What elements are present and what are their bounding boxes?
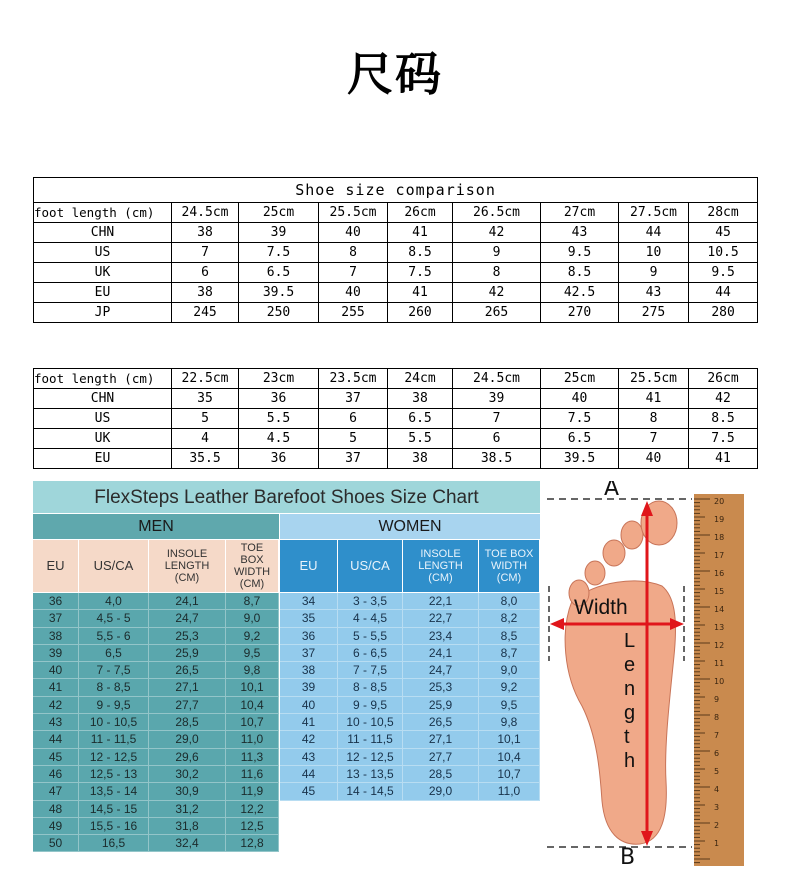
table-cell: 26.5cm <box>453 203 541 223</box>
table-cell: 12,5 - 13 <box>79 766 149 783</box>
table-cell: 6.5 <box>239 263 319 283</box>
table-cell: 32,4 <box>149 835 226 852</box>
shoe-size-comparison-table <box>33 177 758 323</box>
table-cell: 280 <box>689 303 758 323</box>
table-row <box>33 679 279 696</box>
table-cell: 7.5 <box>689 429 758 449</box>
table-cell: 23,4 <box>403 628 479 645</box>
table-row <box>280 628 540 645</box>
table-cell: 5 - 5,5 <box>338 628 403 645</box>
table-cell: 9.5 <box>541 243 619 263</box>
table-cell: 43 <box>541 223 619 243</box>
table-cell: 14 - 14,5 <box>338 783 403 800</box>
table-cell: 40 <box>319 283 388 303</box>
foot-measure-diagram <box>542 481 757 866</box>
table-cell: 265 <box>453 303 541 323</box>
table-cell: 45 <box>280 783 338 800</box>
women-header-row <box>280 540 540 592</box>
table-cell: 30,9 <box>149 783 226 800</box>
table-cell: 24,7 <box>403 662 479 679</box>
table-cell: 27,1 <box>149 679 226 696</box>
table-cell: 8 - 8,5 <box>79 679 149 696</box>
table-cell: 9,8 <box>226 662 279 679</box>
table-cell: 38 <box>172 283 239 303</box>
table-cell: 25cm <box>541 369 619 389</box>
table-cell: 38 <box>33 628 79 645</box>
table-cell: 11 - 11,5 <box>338 731 403 748</box>
row-label: foot length (cm) <box>34 369 172 389</box>
width-label: Width <box>574 596 628 619</box>
table-cell: 7 - 7,5 <box>338 662 403 679</box>
ruler-number: 5 <box>714 767 720 776</box>
table-cell: 8,2 <box>479 610 540 627</box>
table-cell: 50 <box>33 835 79 852</box>
table-cell: 8 <box>619 409 689 429</box>
size-row <box>34 449 758 469</box>
row-label: US <box>34 409 172 429</box>
table-cell: 10,4 <box>479 749 540 766</box>
ruler-number: 17 <box>714 551 725 560</box>
table-cell: 27,7 <box>149 697 226 714</box>
table-cell: 42 <box>280 731 338 748</box>
men-size-rows <box>33 593 279 852</box>
table-cell: 27cm <box>541 203 619 223</box>
length-letter: t <box>624 726 630 748</box>
table-cell: 24,7 <box>149 610 226 627</box>
table-cell: 8 - 8,5 <box>338 679 403 696</box>
table-cell: 11,0 <box>226 731 279 748</box>
women-size-rows <box>280 593 540 801</box>
table-cell: 22.5cm <box>172 369 239 389</box>
table-cell: 38 <box>388 449 453 469</box>
ruler-number: 3 <box>714 803 720 812</box>
table-cell: 47 <box>33 783 79 800</box>
table-row <box>280 783 540 800</box>
table-row <box>280 766 540 783</box>
length-letter: n <box>624 678 636 700</box>
table-cell: 11,9 <box>226 783 279 800</box>
table-cell: 10,7 <box>226 714 279 731</box>
table-cell: 49 <box>33 818 79 835</box>
table-row <box>280 731 540 748</box>
table-row <box>280 593 540 610</box>
ruler-number: 1 <box>714 839 720 848</box>
table-cell: 43 <box>619 283 689 303</box>
table-row <box>33 697 279 714</box>
table-cell: 40 <box>33 662 79 679</box>
table-row <box>33 593 279 610</box>
size-row <box>34 409 758 429</box>
table-cell: 41 <box>619 389 689 409</box>
table-cell: 39 <box>453 389 541 409</box>
ruler-number: 20 <box>714 497 725 506</box>
table-cell: 38 <box>280 662 338 679</box>
column-header: INSOLE LENGTH (CM) <box>403 540 479 592</box>
row-label: US <box>34 243 172 263</box>
table-cell: 36 <box>280 628 338 645</box>
table-cell: 39 <box>239 223 319 243</box>
table-cell: 12 - 12,5 <box>338 749 403 766</box>
point-b-label: B <box>620 845 636 866</box>
size-row <box>34 203 758 223</box>
table-cell: 10 - 10,5 <box>338 714 403 731</box>
table-cell: 42 <box>453 223 541 243</box>
table-cell: 4,0 <box>79 593 149 610</box>
table-cell: 16,5 <box>79 835 149 852</box>
table-row <box>33 645 279 662</box>
table-cell: 38.5 <box>453 449 541 469</box>
table-cell: 44 <box>33 731 79 748</box>
table-cell: 4 - 4,5 <box>338 610 403 627</box>
ruler-number: 6 <box>714 749 720 758</box>
column-header: TOE BOX WIDTH (CM) <box>479 540 540 592</box>
table-cell: 9,5 <box>479 697 540 714</box>
ruler-number: 4 <box>714 785 720 794</box>
table-row <box>33 610 279 627</box>
table-cell: 9,0 <box>479 662 540 679</box>
table-cell: 27,1 <box>403 731 479 748</box>
table-cell: 5 <box>319 429 388 449</box>
table-cell: 275 <box>619 303 689 323</box>
table-cell: 8 <box>319 243 388 263</box>
table-cell: 9,0 <box>226 610 279 627</box>
table-cell: 4.5 <box>239 429 319 449</box>
ruler-number: 15 <box>714 587 725 596</box>
table-cell: 40 <box>319 223 388 243</box>
table-cell: 38 <box>388 389 453 409</box>
table-cell: 13,5 - 14 <box>79 783 149 800</box>
table-cell: 25,9 <box>149 645 226 662</box>
table-cell: 44 <box>619 223 689 243</box>
table-cell: 27.5cm <box>619 203 689 223</box>
table-cell: 7 - 7,5 <box>79 662 149 679</box>
table-cell: 3 - 3,5 <box>338 593 403 610</box>
table-cell: 25.5cm <box>319 203 388 223</box>
table-cell: 255 <box>319 303 388 323</box>
table-cell: 10 <box>619 243 689 263</box>
table-cell: 38 <box>172 223 239 243</box>
table-cell: 44 <box>689 283 758 303</box>
table-cell: 23cm <box>239 369 319 389</box>
table-row <box>33 801 279 818</box>
table-cell: 30,2 <box>149 766 226 783</box>
table-cell: 7.5 <box>388 263 453 283</box>
table-cell: 6 - 6,5 <box>338 645 403 662</box>
table-cell: 40 <box>619 449 689 469</box>
table-cell: 270 <box>541 303 619 323</box>
table-cell: 13 - 13,5 <box>338 766 403 783</box>
length-letter: g <box>624 702 636 724</box>
page-title: 尺码 <box>347 47 443 101</box>
table-cell: 9 - 9,5 <box>79 697 149 714</box>
table-cell: 6 <box>319 409 388 429</box>
table-cell: 9 <box>619 263 689 283</box>
table-cell: 7.5 <box>239 243 319 263</box>
table-cell: 10,4 <box>226 697 279 714</box>
size-row <box>34 303 758 323</box>
table-cell: 15,5 - 16 <box>79 818 149 835</box>
table-cell: 39.5 <box>239 283 319 303</box>
table-cell: 31,2 <box>149 801 226 818</box>
row-label: EU <box>34 449 172 469</box>
table-cell: 35 <box>172 389 239 409</box>
size-row <box>34 263 758 283</box>
size-row <box>34 369 758 389</box>
table-cell: 250 <box>239 303 319 323</box>
table-row <box>33 731 279 748</box>
table-row <box>280 645 540 662</box>
row-label: EU <box>34 283 172 303</box>
ruler-number: 2 <box>714 821 720 830</box>
foot-illustration <box>542 481 757 866</box>
ruler-number: 13 <box>714 623 725 632</box>
table-cell: 4 <box>172 429 239 449</box>
table-row <box>33 835 279 852</box>
table-cell: 8,7 <box>226 593 279 610</box>
table-cell: 12,5 <box>226 818 279 835</box>
table-cell: 29,0 <box>149 731 226 748</box>
table-cell: 40 <box>280 697 338 714</box>
table-row <box>33 766 279 783</box>
table-cell: 28,5 <box>403 766 479 783</box>
row-label: CHN <box>34 389 172 409</box>
table-cell: 25,9 <box>403 697 479 714</box>
table-row <box>33 783 279 800</box>
table-row <box>33 714 279 731</box>
table-cell: 9 - 9,5 <box>338 697 403 714</box>
table-cell: 8.5 <box>388 243 453 263</box>
table-cell: 9 <box>453 243 541 263</box>
table-cell: 24,1 <box>403 645 479 662</box>
table-cell: 9,2 <box>479 679 540 696</box>
size-row <box>34 243 758 263</box>
ruler-number: 10 <box>714 677 725 686</box>
column-header: US/CA <box>338 540 403 592</box>
table-cell: 42 <box>33 697 79 714</box>
table-cell: 26,5 <box>403 714 479 731</box>
table-cell: 25,3 <box>403 679 479 696</box>
men-group-label: MEN <box>33 514 279 539</box>
table-cell: 44 <box>280 766 338 783</box>
table-cell: 24.5cm <box>453 369 541 389</box>
table-cell: 9,2 <box>226 628 279 645</box>
table-cell: 10,1 <box>479 731 540 748</box>
table-cell: 29,0 <box>403 783 479 800</box>
table-cell: 8,0 <box>479 593 540 610</box>
row-label: CHN <box>34 223 172 243</box>
table-cell: 26,5 <box>149 662 226 679</box>
table-cell: 48 <box>33 801 79 818</box>
table-cell: 27,7 <box>403 749 479 766</box>
table-cell: 41 <box>33 679 79 696</box>
ruler-number: 9 <box>714 695 720 704</box>
table-cell: 5.5 <box>388 429 453 449</box>
women-group-label: WOMEN <box>280 514 540 539</box>
brand-chart-title: FlexSteps Leather Barefoot Shoes Size Chart <box>33 481 540 513</box>
table-cell: 22,7 <box>403 610 479 627</box>
table-cell: 11 - 11,5 <box>79 731 149 748</box>
table-cell: 5,5 - 6 <box>79 628 149 645</box>
table-cell: 28cm <box>689 203 758 223</box>
table-cell: 36 <box>239 449 319 469</box>
size-row <box>34 429 758 449</box>
row-label: UK <box>34 263 172 283</box>
length-letter: L <box>624 630 636 652</box>
men-header-row <box>33 540 279 592</box>
table-cell: 25,3 <box>149 628 226 645</box>
table-cell: 37 <box>33 610 79 627</box>
table-cell: 5 <box>172 409 239 429</box>
table-cell: 7 <box>172 243 239 263</box>
shoe-size-comparison-table-small <box>33 368 758 469</box>
table-cell: 6 <box>172 263 239 283</box>
column-header: US/CA <box>79 540 149 592</box>
table-cell: 12,8 <box>226 835 279 852</box>
table-cell: 42.5 <box>541 283 619 303</box>
table-cell: 24,1 <box>149 593 226 610</box>
table-row <box>280 697 540 714</box>
table-cell: 10.5 <box>689 243 758 263</box>
table-cell: 9,8 <box>479 714 540 731</box>
column-header: EU <box>33 540 79 592</box>
table-row <box>280 662 540 679</box>
ruler-number: 14 <box>714 605 725 614</box>
point-a-label: A <box>604 481 620 501</box>
ruler-number: 11 <box>714 659 725 668</box>
table-cell: 9.5 <box>689 263 758 283</box>
ruler-number: 8 <box>714 713 720 722</box>
table-row <box>280 714 540 731</box>
table-cell: 41 <box>689 449 758 469</box>
table-cell: 7 <box>319 263 388 283</box>
table-cell: 40 <box>541 389 619 409</box>
table-cell: 245 <box>172 303 239 323</box>
column-header: EU <box>280 540 338 592</box>
table-row <box>33 749 279 766</box>
table-cell: 41 <box>388 223 453 243</box>
table-cell: 12,2 <box>226 801 279 818</box>
table-cell: 11,6 <box>226 766 279 783</box>
length-letter: e <box>624 654 636 676</box>
table-cell: 45 <box>689 223 758 243</box>
table-cell: 7 <box>453 409 541 429</box>
table-cell: 43 <box>280 749 338 766</box>
table-cell: 10,7 <box>479 766 540 783</box>
table-cell: 4,5 - 5 <box>79 610 149 627</box>
table-row <box>280 679 540 696</box>
table-cell: 46 <box>33 766 79 783</box>
table-caption: Shoe size comparison <box>34 178 758 203</box>
table-cell: 12 - 12,5 <box>79 749 149 766</box>
table-cell: 6.5 <box>541 429 619 449</box>
table-cell: 35.5 <box>172 449 239 469</box>
table-cell: 37 <box>280 645 338 662</box>
table-cell: 9,5 <box>226 645 279 662</box>
table-cell: 28,5 <box>149 714 226 731</box>
table-cell: 8,5 <box>479 628 540 645</box>
table-cell: 36 <box>33 593 79 610</box>
table-cell: 31,8 <box>149 818 226 835</box>
ruler-number: 19 <box>714 515 725 524</box>
table-cell: 43 <box>33 714 79 731</box>
ruler-number: 12 <box>714 641 725 650</box>
table-cell: 36 <box>239 389 319 409</box>
table-cell: 11,3 <box>226 749 279 766</box>
row-label: UK <box>34 429 172 449</box>
table-cell: 6 <box>453 429 541 449</box>
column-header: TOE BOX WIDTH (CM) <box>226 540 279 592</box>
table-cell: 24cm <box>388 369 453 389</box>
table-cell: 23.5cm <box>319 369 388 389</box>
brand-size-chart <box>33 481 540 859</box>
row-label: foot length (cm) <box>34 203 172 223</box>
ruler-number: 7 <box>714 731 720 740</box>
table-cell: 7.5 <box>541 409 619 429</box>
table-row <box>280 610 540 627</box>
table-row <box>33 662 279 679</box>
size-row <box>34 283 758 303</box>
table-cell: 14,5 - 15 <box>79 801 149 818</box>
column-header: INSOLE LENGTH (CM) <box>149 540 226 592</box>
table-cell: 8,7 <box>479 645 540 662</box>
table-cell: 29,6 <box>149 749 226 766</box>
table-cell: 5.5 <box>239 409 319 429</box>
table-cell: 10 - 10,5 <box>79 714 149 731</box>
table-row <box>280 749 540 766</box>
table-cell: 8 <box>453 263 541 283</box>
table-cell: 39 <box>33 645 79 662</box>
table-cell: 42 <box>689 389 758 409</box>
ruler-number: 16 <box>714 569 725 578</box>
table-cell: 39.5 <box>541 449 619 469</box>
table-cell: 25cm <box>239 203 319 223</box>
table-cell: 26cm <box>689 369 758 389</box>
table-cell: 22,1 <box>403 593 479 610</box>
table-cell: 8.5 <box>541 263 619 283</box>
table-cell: 25.5cm <box>619 369 689 389</box>
size-row <box>34 389 758 409</box>
length-letter: h <box>624 750 636 772</box>
table-cell: 37 <box>319 389 388 409</box>
table-cell: 26cm <box>388 203 453 223</box>
table-cell: 37 <box>319 449 388 469</box>
table-cell: 7 <box>619 429 689 449</box>
size-row <box>34 223 758 243</box>
table-cell: 41 <box>280 714 338 731</box>
row-label: JP <box>34 303 172 323</box>
table-cell: 34 <box>280 593 338 610</box>
table-cell: 6,5 <box>79 645 149 662</box>
table-cell: 24.5cm <box>172 203 239 223</box>
table-cell: 10,1 <box>226 679 279 696</box>
table-cell: 6.5 <box>388 409 453 429</box>
table-cell: 41 <box>388 283 453 303</box>
table-cell: 35 <box>280 610 338 627</box>
table-cell: 45 <box>33 749 79 766</box>
table-cell: 42 <box>453 283 541 303</box>
table-row <box>33 628 279 645</box>
table-cell: 260 <box>388 303 453 323</box>
table-cell: 8.5 <box>689 409 758 429</box>
table-cell: 39 <box>280 679 338 696</box>
table-row <box>33 818 279 835</box>
ruler-number: 18 <box>714 533 725 542</box>
table-cell: 11,0 <box>479 783 540 800</box>
